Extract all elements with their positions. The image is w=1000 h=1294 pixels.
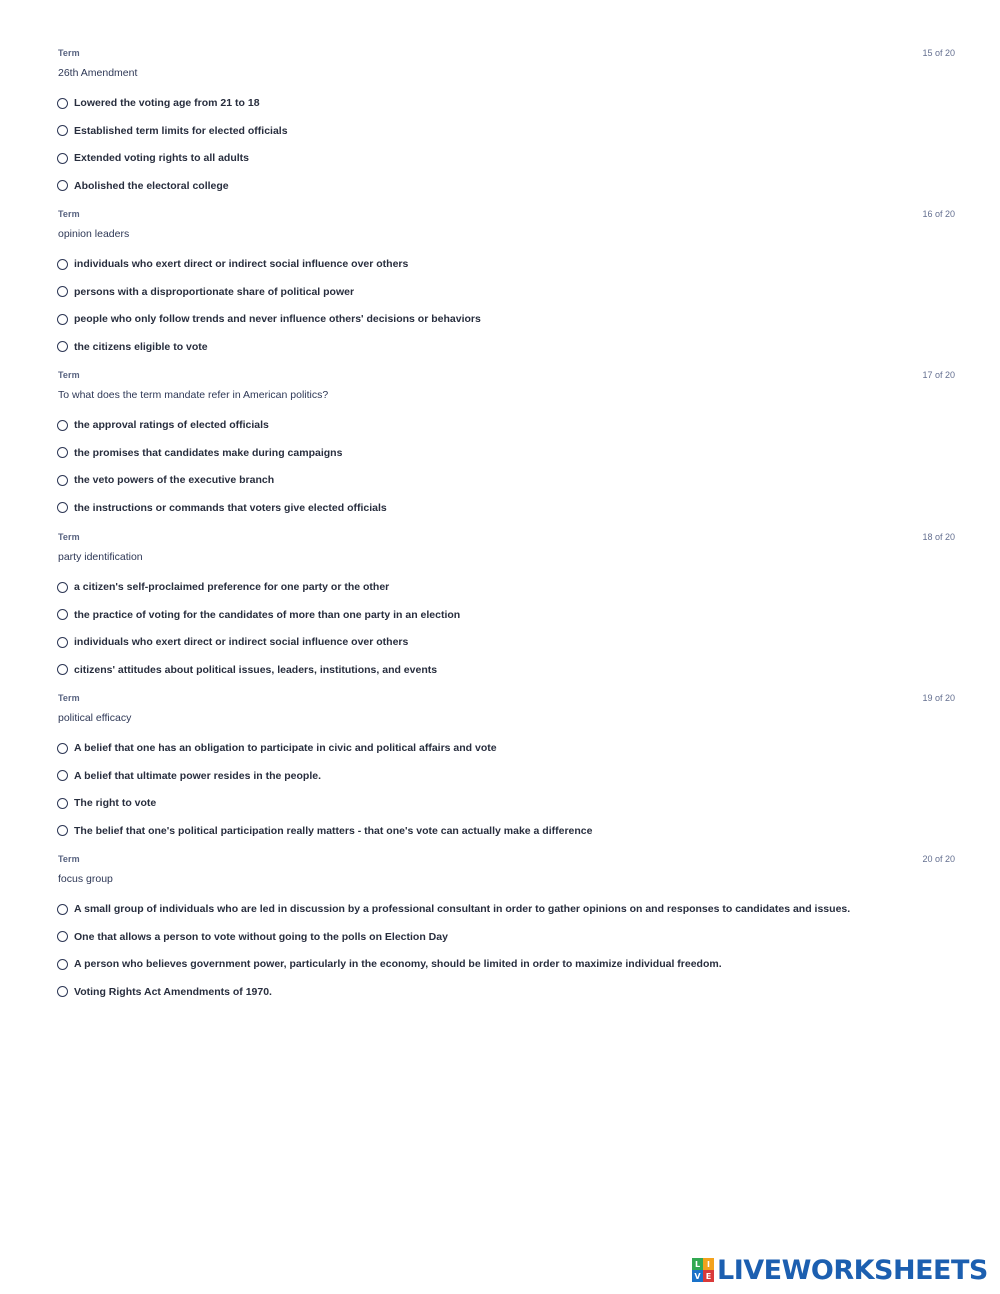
question-19 bbox=[57, 693, 955, 854]
answer-option[interactable] bbox=[57, 417, 387, 433]
radio-button[interactable] bbox=[57, 770, 68, 781]
radio-button[interactable] bbox=[57, 637, 68, 648]
answer-option-text: the promises that candidates make during campaigns bbox=[74, 446, 343, 459]
answer-option[interactable] bbox=[57, 662, 460, 678]
answer-option-text: the veto powers of the executive branch bbox=[74, 474, 275, 486]
answer-option-text: A belief that ultimate power resides in the people. bbox=[74, 769, 321, 782]
radio-button[interactable] bbox=[57, 314, 68, 325]
term-label: Term bbox=[58, 693, 80, 703]
liveworksheets-logo bbox=[692, 1254, 988, 1286]
question-counter: 15 of 20 bbox=[922, 48, 955, 58]
term-label: Term bbox=[58, 48, 80, 58]
answer-option[interactable] bbox=[57, 740, 592, 756]
answer-option-text: individuals who exert direct or indirect social influence over others bbox=[74, 258, 409, 270]
answer-option[interactable] bbox=[57, 445, 387, 461]
answer-option[interactable] bbox=[57, 901, 850, 917]
question-counter: 19 of 20 bbox=[922, 693, 955, 703]
radio-button[interactable] bbox=[57, 98, 68, 109]
question-counter: 20 of 20 bbox=[922, 854, 955, 864]
question-20 bbox=[57, 854, 955, 1015]
radio-button[interactable] bbox=[57, 153, 68, 164]
question-prompt: political efficacy bbox=[58, 712, 132, 724]
answer-option[interactable] bbox=[57, 311, 481, 327]
answer-option-text: Established term limits for elected officials bbox=[74, 124, 288, 137]
logo-mark-letter: V bbox=[692, 1270, 703, 1282]
answer-options bbox=[57, 256, 481, 366]
answer-option-text: Lowered the voting age from 21 to 18 bbox=[74, 97, 260, 109]
answer-option[interactable] bbox=[57, 768, 592, 784]
question-counter: 18 of 20 bbox=[922, 532, 955, 542]
question-header bbox=[57, 370, 955, 386]
answer-option-text: Extended voting rights to all adults bbox=[74, 152, 250, 164]
question-prompt: opinion leaders bbox=[58, 228, 130, 240]
question-prompt: To what does the term mandate refer in American politics? bbox=[58, 389, 329, 401]
logo-mark-letter: L bbox=[692, 1258, 703, 1270]
radio-button[interactable] bbox=[57, 743, 68, 754]
answer-option[interactable] bbox=[57, 500, 387, 516]
answer-option[interactable] bbox=[57, 123, 288, 139]
radio-button[interactable] bbox=[57, 959, 68, 970]
answer-option-text: The belief that one's political participation really matters - that one's vote can actually make a difference bbox=[74, 824, 593, 837]
radio-button[interactable] bbox=[57, 825, 68, 836]
answer-option[interactable] bbox=[57, 634, 460, 650]
question-header bbox=[57, 209, 955, 225]
term-label: Term bbox=[58, 370, 80, 380]
question-17 bbox=[57, 370, 955, 531]
answer-option[interactable] bbox=[57, 178, 288, 194]
answer-option-text: the citizens eligible to vote bbox=[74, 340, 208, 353]
radio-button[interactable] bbox=[57, 609, 68, 620]
answer-option[interactable] bbox=[57, 984, 850, 1000]
answer-option[interactable] bbox=[57, 339, 481, 355]
answer-option[interactable] bbox=[57, 823, 592, 839]
answer-option-text: the approval ratings of elected officials bbox=[74, 419, 269, 431]
answer-option-text: The right to vote bbox=[74, 797, 157, 809]
answer-option-text: A belief that one has an obligation to participate in civic and political affairs and vote bbox=[74, 742, 497, 754]
answer-option[interactable] bbox=[57, 95, 288, 111]
logo-mark-letter: I bbox=[703, 1258, 714, 1270]
answer-option-text: individuals who exert direct or indirect social influence over others bbox=[74, 636, 409, 648]
radio-button[interactable] bbox=[57, 447, 68, 458]
question-prompt: party identification bbox=[58, 551, 143, 563]
question-header bbox=[57, 854, 955, 870]
answer-option[interactable] bbox=[57, 579, 460, 595]
answer-option[interactable] bbox=[57, 284, 481, 300]
answer-option[interactable] bbox=[57, 607, 460, 623]
question-header bbox=[57, 693, 955, 709]
answer-options bbox=[57, 95, 288, 205]
radio-button[interactable] bbox=[57, 475, 68, 486]
answer-option[interactable] bbox=[57, 795, 592, 811]
answer-option-text: A person who believes government power, particularly in the economy, should be limited in order to maximize individual freedom. bbox=[74, 958, 722, 970]
term-label: Term bbox=[58, 209, 80, 219]
logo-mark-icon bbox=[692, 1258, 714, 1282]
answer-option-text: the practice of voting for the candidates of more than one party in an election bbox=[74, 608, 461, 621]
radio-button[interactable] bbox=[57, 904, 68, 915]
answer-option-text: people who only follow trends and never influence others' decisions or behaviors bbox=[74, 313, 481, 325]
radio-button[interactable] bbox=[57, 286, 68, 297]
answer-options bbox=[57, 901, 850, 1011]
answer-option-text: a citizen's self-proclaimed preference for one party or the other bbox=[74, 581, 390, 593]
answer-option-text: A small group of individuals who are led in discussion by a professional consultant in order to gather opinions on and responses to candidates and issues. bbox=[74, 903, 851, 915]
question-counter: 17 of 20 bbox=[922, 370, 955, 380]
answer-option-text: citizens' attitudes about political issues, leaders, institutions, and events bbox=[74, 663, 438, 676]
logo-mark-letter: E bbox=[703, 1270, 714, 1282]
question-18 bbox=[57, 532, 955, 693]
question-prompt: 26th Amendment bbox=[58, 67, 138, 79]
answer-option[interactable] bbox=[57, 256, 481, 272]
question-16 bbox=[57, 209, 955, 370]
answer-options bbox=[57, 417, 387, 527]
answer-option[interactable] bbox=[57, 956, 850, 972]
answer-option-text: Voting Rights Act Amendments of 1970. bbox=[74, 985, 272, 998]
answer-options bbox=[57, 740, 592, 850]
question-header bbox=[57, 48, 955, 64]
answer-option-text: One that allows a person to vote without going to the polls on Election Day bbox=[74, 930, 448, 943]
radio-button[interactable] bbox=[57, 125, 68, 136]
answer-option-text: Abolished the electoral college bbox=[74, 179, 229, 192]
question-header bbox=[57, 532, 955, 548]
answer-option[interactable] bbox=[57, 929, 850, 945]
radio-button[interactable] bbox=[57, 341, 68, 352]
question-15 bbox=[57, 48, 955, 209]
radio-button[interactable] bbox=[57, 502, 68, 513]
answer-option[interactable] bbox=[57, 150, 288, 166]
radio-button[interactable] bbox=[57, 259, 68, 270]
question-counter: 16 of 20 bbox=[922, 209, 955, 219]
radio-button[interactable] bbox=[57, 180, 68, 191]
answer-option-text: the instructions or commands that voters give elected officials bbox=[74, 501, 387, 514]
radio-button[interactable] bbox=[57, 664, 68, 675]
radio-button[interactable] bbox=[57, 798, 68, 809]
answer-option[interactable] bbox=[57, 472, 387, 488]
answer-options bbox=[57, 579, 460, 689]
question-prompt: focus group bbox=[58, 873, 113, 885]
radio-button[interactable] bbox=[57, 420, 68, 431]
term-label: Term bbox=[58, 532, 80, 542]
radio-button[interactable] bbox=[57, 582, 68, 593]
radio-button[interactable] bbox=[57, 931, 68, 942]
answer-option-text: persons with a disproportionate share of political power bbox=[74, 285, 355, 298]
radio-button[interactable] bbox=[57, 986, 68, 997]
term-label: Term bbox=[58, 854, 80, 864]
logo-text: LIVEWORKSHEETS bbox=[717, 1254, 988, 1286]
